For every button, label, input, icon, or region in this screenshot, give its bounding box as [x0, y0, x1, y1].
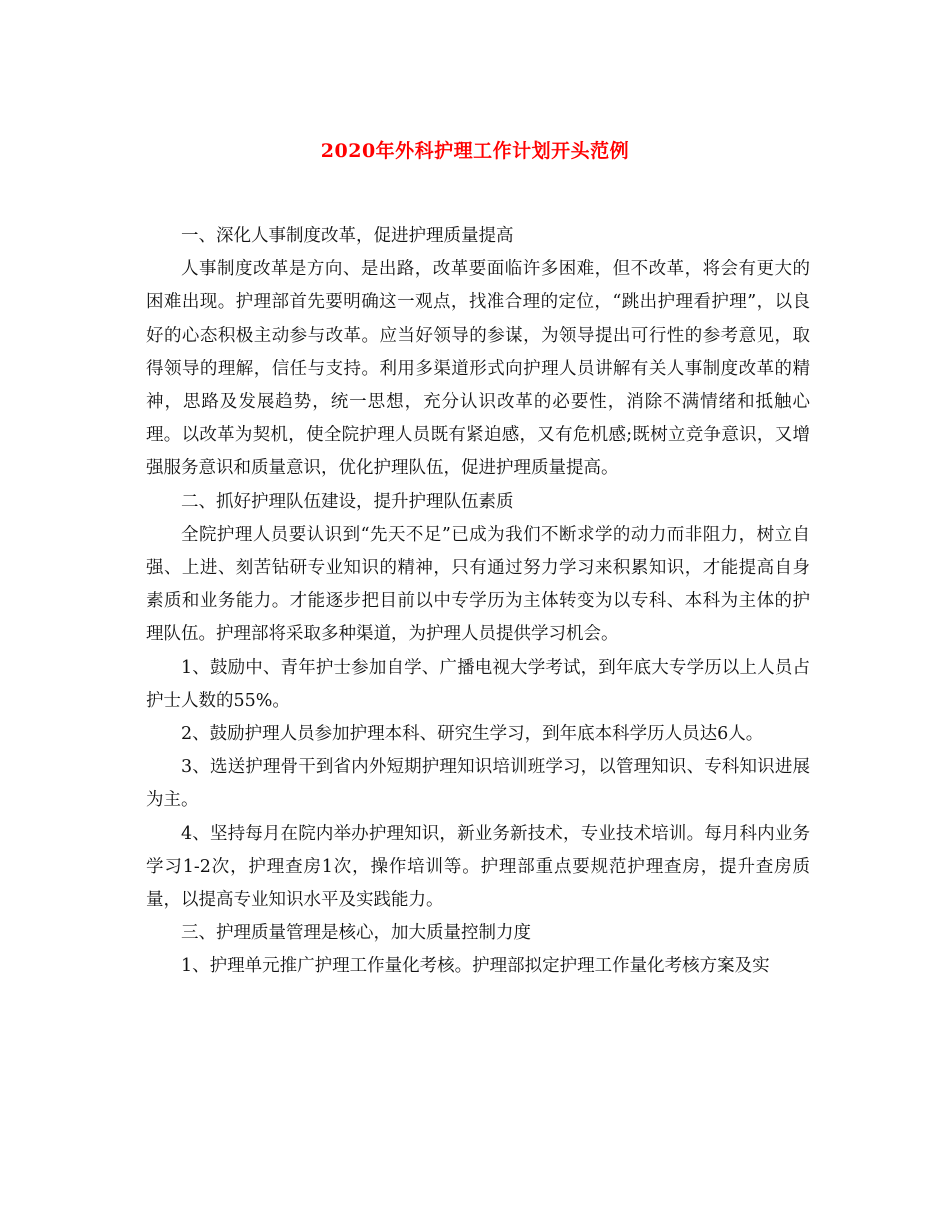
list-item-quality-1: 1、护理单元推广护理工作量化考核。护理部拟定护理工作量化考核方案及实	[181, 956, 770, 977]
section-heading-3: 三、护理质量管理是核心，加大质量控制力度	[181, 923, 531, 944]
document-body	[146, 220, 810, 984]
list-item-4: 4、坚持每月在院内举办护理知识，新业务新技术，专业技术培训。每月科内业务学习1-2次，护理查房1次，操作培训等。护理部重点要规范护理查房，提升查房质量，以提高专业知识水平及实践能力。	[146, 823, 810, 911]
list-item-2: 2、鼓励护理人员参加护理本科、研究生学习，到年底本科学历人员达6人。	[181, 724, 764, 745]
document-title: 2020年外科护理工作计划开头范例	[320, 140, 630, 162]
list-item-3: 3、选送护理骨干到省内外短期护理知识培训班学习，以管理知识、专科知识进展为主。	[146, 757, 810, 811]
paragraph-team-building: 全院护理人员要认识到“先天不足”已成为我们不断求学的动力而非阻力，树立自强、上进、刻苦钻研专业知识的精神，只有通过努力学习来积累知识，才能提高自身素质和业务能力。才能逐步把目前以中专学历为主体转变为以专科、本科为主体的护理队伍。护理部将采取多种渠道，为护理人员提供学习机会。	[146, 524, 810, 645]
paragraph-personnel-reform: 人事制度改革是方向、是出路，改革要面临许多困难，但不改革，将会有更大的困难出现。护理部首先要明确这一观点，找准合理的定位，“跳出护理看护理”，以良好的心态积极主动参与改革。应当好领导的参谋，为领导提出可行性的参考意见，取得领导的理解，信任与支持。利用多渠道形式向护理人员讲解有关人事制度改革的精神，思路及发展趋势，统一思想，充分认识改革的必要性，消除不满情绪和抵触心理。以改革为契机，使全院护理人员既有紧迫感，又有危机感;既树立竞争意识，又增强服务意识和质量意识，优化护理队伍，促进护理质量提高。	[146, 259, 810, 479]
section-heading-2: 二、抓好护理队伍建设，提升护理队伍素质	[181, 491, 514, 512]
section-heading-1: 一、深化人事制度改革，促进护理质量提高	[181, 226, 514, 246]
list-item-1: 1、鼓励中、青年护士参加自学、广播电视大学考试，到年底大专学历以上人员占护士人数的55%。	[146, 657, 810, 711]
